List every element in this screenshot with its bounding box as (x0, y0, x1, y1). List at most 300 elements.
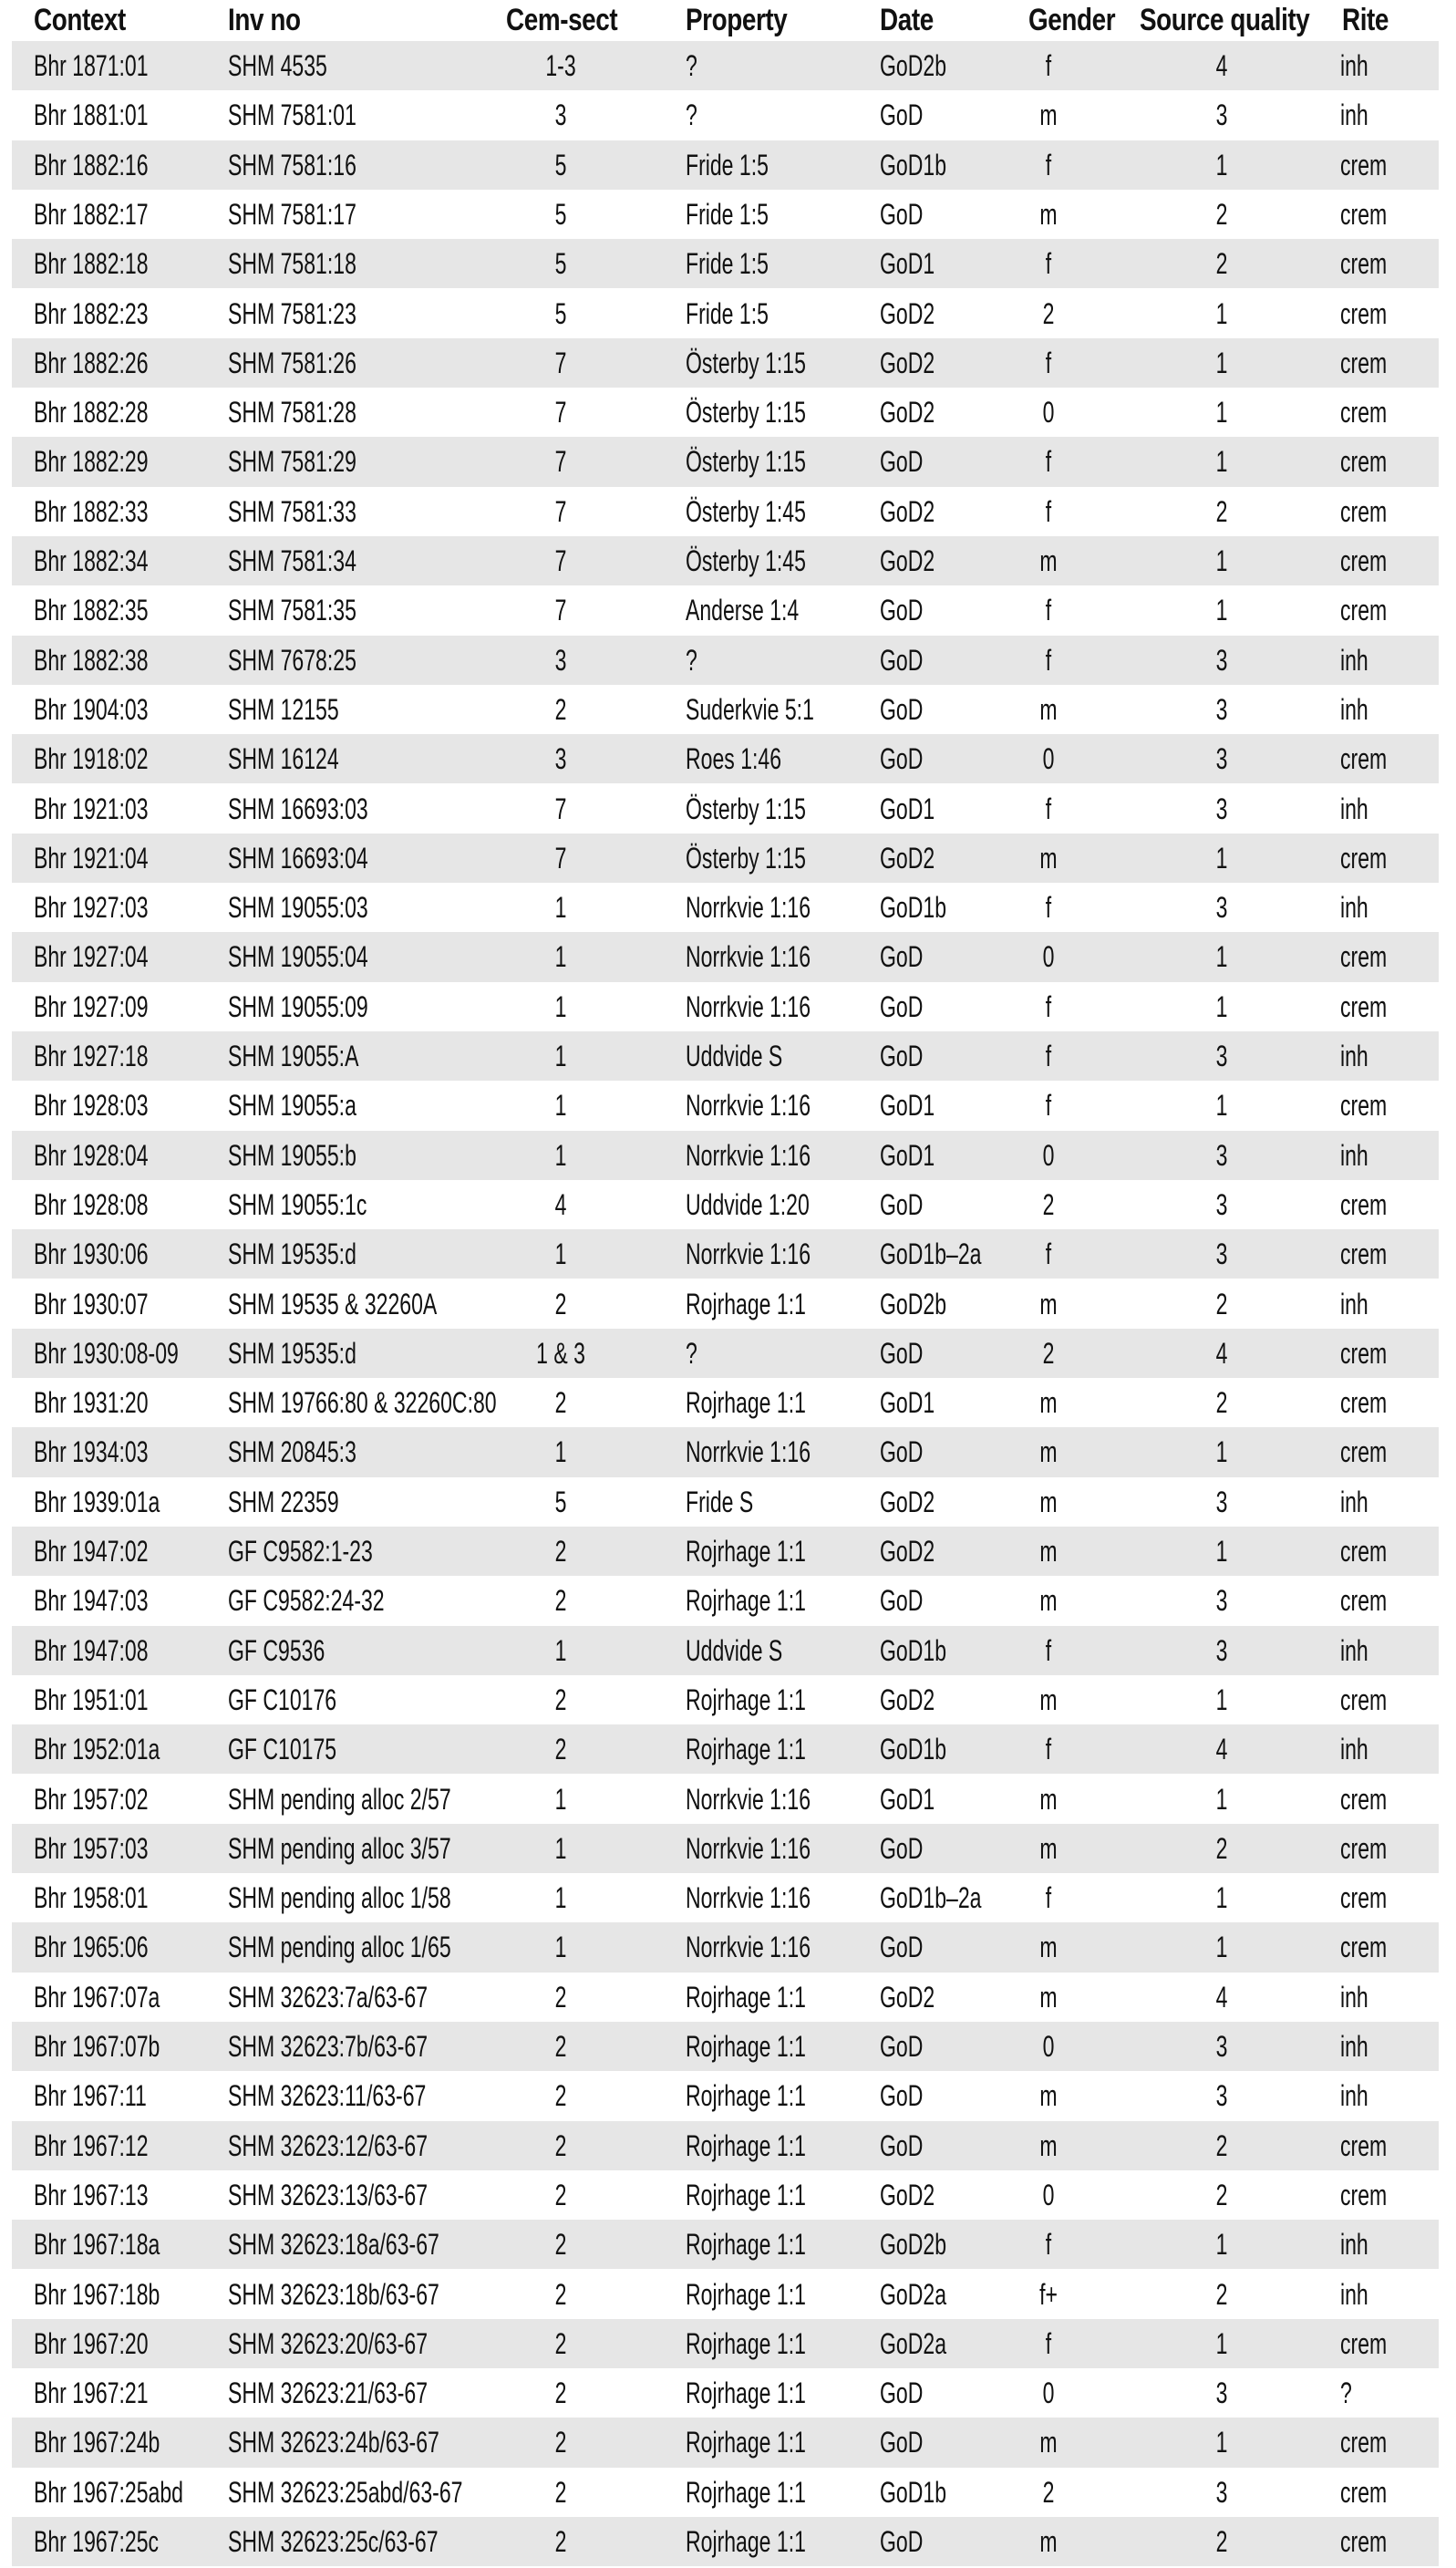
cell-source-quality: 3 (1215, 1138, 1228, 1172)
cell-context: Bhr 1928:08 (34, 1187, 149, 1221)
cell-source-quality: 1 (1215, 594, 1228, 627)
cell-property: Österby 1:15 (686, 396, 806, 430)
cell-date: GoD1b (880, 1633, 947, 1667)
cell-inv-no: SHM 16693:03 (228, 792, 368, 825)
cell-inv-no: SHM 19055:A (228, 1040, 359, 1072)
cell-inv-no: SHM 22359 (228, 1485, 339, 1518)
cell-rite: inh (1340, 1485, 1368, 1518)
cell-property: Norrkvie 1:16 (686, 891, 811, 925)
cell-source-quality: 3 (1215, 2079, 1228, 2113)
cell-gender: f (1045, 2228, 1052, 2262)
cell-gender: f (1045, 792, 1052, 825)
cell-rite: inh (1340, 792, 1368, 825)
cell-cem-sect: 7 (554, 346, 567, 379)
cell-date: GoD1 (880, 1782, 935, 1816)
cell-date: GoD2 (880, 296, 935, 330)
cell-cem-sect: 7 (554, 594, 567, 627)
cell-cem-sect: 2 (554, 1535, 567, 1568)
cell-inv-no: SHM 19535 & 32260A (228, 1287, 438, 1320)
cell-rite: crem (1340, 296, 1388, 330)
table-row (12, 1527, 1439, 1576)
cell-inv-no: GF C10176 (228, 1683, 337, 1716)
cell-cem-sect: 1 (554, 1881, 567, 1915)
cell-context: Bhr 1967:18a (34, 2228, 160, 2262)
cell-inv-no: GF C9582:1-23 (228, 1535, 373, 1568)
cell-cem-sect: 1 & 3 (536, 1336, 585, 1370)
cell-property: Österby 1:15 (686, 841, 806, 875)
cell-property: ? (686, 98, 697, 132)
cell-source-quality: 1 (1215, 1435, 1228, 1469)
cell-date: GoD (880, 1831, 924, 1865)
cell-rite: crem (1340, 1782, 1388, 1816)
cell-date: GoD1 (880, 1386, 935, 1420)
cell-source-quality: 3 (1215, 1187, 1228, 1221)
cell-context: Bhr 1952:01a (34, 1733, 160, 1766)
cell-property: Norrkvie 1:16 (686, 989, 811, 1023)
table-row (12, 1180, 1439, 1229)
cell-cem-sect: 1-3 (545, 49, 576, 82)
cell-date: GoD1 (880, 1089, 935, 1123)
cell-gender: f (1045, 1881, 1052, 1915)
cell-cem-sect: 5 (554, 247, 567, 281)
cell-context: Bhr 1882:17 (34, 197, 149, 231)
cell-gender: f (1045, 1633, 1052, 1667)
cell-cem-sect: 2 (554, 2426, 567, 2459)
cell-context: Bhr 1947:08 (34, 1633, 149, 1667)
cell-property: Fride 1:5 (686, 296, 769, 330)
cell-source-quality: 2 (1215, 247, 1228, 281)
cell-property: Österby 1:15 (686, 792, 806, 825)
cell-cem-sect: 2 (554, 1683, 567, 1716)
cell-property: Rojrhage 1:1 (686, 1683, 806, 1716)
cell-cem-sect: 2 (554, 2277, 567, 2311)
cell-inv-no: SHM 16124 (228, 742, 339, 776)
cell-context: Bhr 1927:04 (34, 940, 149, 974)
cell-date: GoD (880, 2376, 924, 2410)
cell-inv-no: SHM 7581:18 (228, 247, 356, 281)
cell-inv-no: SHM 20845:3 (228, 1435, 356, 1469)
table-row (12, 1576, 1439, 1625)
cell-rite: inh (1340, 1633, 1368, 1667)
cell-inv-no: SHM 7581:33 (228, 494, 356, 528)
cell-context: Bhr 1927:03 (34, 891, 149, 925)
table-row (12, 1131, 1439, 1180)
cell-source-quality: 4 (1215, 1336, 1228, 1370)
cell-property: Norrkvie 1:16 (686, 1831, 811, 1865)
cell-date: GoD (880, 1040, 924, 1072)
cell-rite: inh (1340, 1980, 1368, 2014)
table-row (12, 1031, 1439, 1081)
cell-property: Rojrhage 1:1 (686, 1287, 806, 1320)
cell-cem-sect: 1 (554, 1237, 567, 1271)
cell-inv-no: SHM 32623:7b/63-67 (228, 2030, 429, 2063)
cell-cem-sect: 2 (554, 1733, 567, 1766)
cell-source-quality: 2 (1215, 1287, 1228, 1320)
cell-source-quality: 3 (1215, 643, 1228, 677)
cell-rite: inh (1340, 1040, 1368, 1072)
table-header-row (0, 0, 1456, 41)
cell-property: Rojrhage 1:1 (686, 2326, 806, 2360)
cell-property: Roes 1:46 (686, 742, 782, 776)
cell-gender: m (1039, 98, 1058, 132)
table-row (12, 239, 1439, 288)
cell-gender: m (1039, 1980, 1058, 2014)
cell-property: Rojrhage 1:1 (686, 1386, 806, 1420)
cell-rite: inh (1340, 2228, 1368, 2262)
cell-rite: crem (1340, 1435, 1388, 1469)
cell-date: GoD2 (880, 1980, 935, 2014)
cell-inv-no: SHM 7581:16 (228, 148, 356, 181)
cell-source-quality: 3 (1215, 2030, 1228, 2063)
cell-cem-sect: 1 (554, 1138, 567, 1172)
table-row (12, 1229, 1439, 1279)
cell-gender: m (1039, 1386, 1058, 1420)
cell-context: Bhr 1871:01 (34, 49, 149, 82)
cell-rite: crem (1340, 989, 1388, 1023)
cell-cem-sect: 2 (554, 1287, 567, 1320)
cell-gender: f (1045, 445, 1052, 479)
cell-gender: f (1045, 247, 1052, 281)
cell-source-quality: 4 (1215, 1733, 1228, 1766)
cell-context: Bhr 1967:13 (34, 2178, 149, 2211)
cell-cem-sect: 2 (554, 2079, 567, 2113)
cell-inv-no: SHM 32623:18b/63-67 (228, 2277, 439, 2311)
cell-property: ? (686, 1336, 697, 1370)
cell-inv-no: SHM 32623:25c/63-67 (228, 2525, 439, 2558)
cell-gender: m (1039, 1683, 1058, 1716)
cell-source-quality: 4 (1215, 1980, 1228, 2014)
cell-date: GoD2 (880, 346, 935, 379)
cell-property: Österby 1:45 (686, 544, 806, 577)
cell-rite: crem (1340, 544, 1388, 577)
cell-gender: 0 (1042, 940, 1055, 974)
table-row (12, 1427, 1439, 1476)
table-row (12, 2270, 1439, 2319)
cell-source-quality: 3 (1215, 1040, 1228, 1072)
cell-gender: 0 (1042, 2030, 1055, 2063)
cell-cem-sect: 2 (554, 2178, 567, 2211)
cell-cem-sect: 2 (554, 1980, 567, 2014)
cell-source-quality: 3 (1215, 891, 1228, 925)
cell-cem-sect: 2 (554, 1386, 567, 1420)
table-row (12, 1775, 1439, 1824)
cell-cem-sect: 7 (554, 792, 567, 825)
cell-property: Norrkvie 1:16 (686, 1237, 811, 1271)
cell-rite: ? (1340, 2376, 1352, 2410)
cell-context: Bhr 1882:16 (34, 148, 149, 181)
cell-source-quality: 1 (1215, 1089, 1228, 1123)
cell-rite: crem (1340, 1535, 1388, 1568)
table-row (12, 1279, 1439, 1329)
cell-gender: 0 (1042, 2376, 1055, 2410)
cell-rite: crem (1340, 1237, 1388, 1271)
table-row (12, 140, 1439, 190)
table-row (12, 734, 1439, 783)
cell-rite: inh (1340, 2277, 1368, 2311)
cell-source-quality: 2 (1215, 1386, 1228, 1420)
cell-source-quality: 3 (1215, 1633, 1228, 1667)
header-rite: Rite (1342, 3, 1389, 37)
cell-inv-no: SHM 19055:1c (228, 1187, 367, 1221)
cell-source-quality: 3 (1215, 792, 1228, 825)
cell-date: GoD2 (880, 1535, 935, 1568)
cell-rite: crem (1340, 197, 1388, 231)
cell-cem-sect: 1 (554, 940, 567, 974)
cell-gender: f (1045, 1040, 1052, 1072)
cell-inv-no: SHM 32623:7a/63-67 (228, 1980, 429, 2014)
table-row (12, 388, 1439, 437)
cell-source-quality: 2 (1215, 2178, 1228, 2211)
cell-cem-sect: 2 (554, 2128, 567, 2162)
table-row (12, 1824, 1439, 1873)
cell-rite: crem (1340, 594, 1388, 627)
table-row (12, 1922, 1439, 1972)
table-row (12, 685, 1439, 734)
cell-rite: crem (1340, 396, 1388, 430)
cell-date: GoD (880, 643, 924, 677)
cell-date: GoD (880, 940, 924, 974)
cell-source-quality: 1 (1215, 346, 1228, 379)
cell-date: GoD1 (880, 247, 935, 281)
cell-source-quality: 2 (1215, 1831, 1228, 1865)
cell-gender: f (1045, 1089, 1052, 1123)
cell-rite: crem (1340, 1386, 1388, 1420)
cell-source-quality: 2 (1215, 494, 1228, 528)
cell-date: GoD2b (880, 2228, 947, 2262)
cell-context: Bhr 1967:18b (34, 2277, 160, 2311)
cell-gender: f (1045, 494, 1052, 528)
cell-context: Bhr 1918:02 (34, 742, 149, 776)
cell-inv-no: SHM 19055:04 (228, 940, 368, 974)
cell-context: Bhr 1928:03 (34, 1089, 149, 1123)
cell-date: GoD1b (880, 2475, 947, 2509)
cell-gender: m (1039, 1287, 1058, 1320)
cell-cem-sect: 7 (554, 494, 567, 528)
cell-property: Rojrhage 1:1 (686, 2426, 806, 2459)
cell-rite: crem (1340, 1683, 1388, 1716)
cell-property: Rojrhage 1:1 (686, 1980, 806, 2014)
cell-rite: inh (1340, 98, 1368, 132)
cell-property: Anderse 1:4 (686, 594, 800, 627)
cell-rite: crem (1340, 148, 1388, 181)
cell-inv-no: SHM 32623:24b/63-67 (228, 2426, 439, 2459)
cell-inv-no: SHM pending alloc 1/65 (228, 1931, 451, 1964)
cell-date: GoD (880, 2426, 924, 2459)
cell-gender: f+ (1039, 2277, 1058, 2311)
cell-source-quality: 1 (1215, 544, 1228, 577)
cell-gender: 0 (1042, 396, 1055, 430)
cell-property: Rojrhage 1:1 (686, 2228, 806, 2262)
header-gender: Gender (1028, 3, 1116, 37)
cell-inv-no: SHM 7581:23 (228, 296, 356, 330)
cell-cem-sect: 1 (554, 891, 567, 925)
cell-rite: crem (1340, 247, 1388, 281)
cell-context: Bhr 1881:01 (34, 98, 149, 132)
table-row (12, 784, 1439, 834)
cell-gender: m (1039, 841, 1058, 875)
cell-rite: crem (1340, 940, 1388, 974)
cell-inv-no: SHM pending alloc 3/57 (228, 1831, 451, 1865)
cell-rite: crem (1340, 1931, 1388, 1964)
cell-property: Norrkvie 1:16 (686, 1931, 811, 1964)
cell-context: Bhr 1957:02 (34, 1782, 149, 1816)
cell-context: Bhr 1882:35 (34, 594, 149, 627)
table-row (12, 1081, 1439, 1130)
cell-cem-sect: 2 (554, 2376, 567, 2410)
cell-rite: crem (1340, 1584, 1388, 1618)
cell-cem-sect: 2 (554, 2326, 567, 2360)
cell-context: Bhr 1947:03 (34, 1584, 149, 1618)
cell-cem-sect: 3 (554, 98, 567, 132)
table-row (12, 1675, 1439, 1724)
cell-property: Norrkvie 1:16 (686, 1138, 811, 1172)
cell-context: Bhr 1967:25c (34, 2525, 160, 2558)
cell-cem-sect: 1 (554, 1089, 567, 1123)
table-row (12, 2220, 1439, 2269)
cell-source-quality: 3 (1215, 1485, 1228, 1518)
cell-cem-sect: 1 (554, 989, 567, 1023)
cell-cem-sect: 7 (554, 445, 567, 479)
cell-source-quality: 2 (1215, 2128, 1228, 2162)
cell-cem-sect: 1 (554, 1782, 567, 1816)
cell-gender: m (1039, 2426, 1058, 2459)
cell-context: Bhr 1967:21 (34, 2376, 149, 2410)
table-row (12, 289, 1439, 338)
cell-inv-no: SHM 19535:d (228, 1336, 356, 1370)
cell-rite: crem (1340, 742, 1388, 776)
cell-gender: m (1039, 692, 1058, 726)
cell-source-quality: 2 (1215, 197, 1228, 231)
cell-property: Österby 1:15 (686, 346, 806, 379)
cell-context: Bhr 1958:01 (34, 1881, 149, 1915)
cell-date: GoD1b (880, 1733, 947, 1766)
cell-gender: f (1045, 643, 1052, 677)
cell-inv-no: SHM 32623:21/63-67 (228, 2376, 429, 2410)
cell-date: GoD2b (880, 1287, 947, 1320)
cell-date: GoD (880, 594, 924, 627)
cell-gender: m (1039, 1435, 1058, 1469)
cell-gender: m (1039, 544, 1058, 577)
cell-context: Bhr 1967:11 (34, 2079, 147, 2113)
cell-inv-no: SHM 32623:18a/63-67 (228, 2228, 439, 2262)
cell-rite: inh (1340, 643, 1368, 677)
table-row (12, 1724, 1439, 1774)
cell-cem-sect: 1 (554, 1931, 567, 1964)
cell-property: Suderkvie 5:1 (686, 692, 814, 726)
cell-property: Rojrhage 1:1 (686, 2079, 806, 2113)
cell-gender: m (1039, 197, 1058, 231)
cell-inv-no: SHM 32623:11/63-67 (228, 2079, 427, 2113)
cell-source-quality: 3 (1215, 2376, 1228, 2410)
cell-source-quality: 1 (1215, 989, 1228, 1023)
cell-source-quality: 1 (1215, 940, 1228, 974)
table-row (12, 2170, 1439, 2220)
cell-date: GoD1b (880, 891, 947, 925)
cell-source-quality: 1 (1215, 1931, 1228, 1964)
cell-source-quality: 3 (1215, 2475, 1228, 2509)
cell-cem-sect: 7 (554, 841, 567, 875)
cell-source-quality: 3 (1215, 742, 1228, 776)
table-row (12, 2121, 1439, 2170)
cell-source-quality: 3 (1215, 98, 1228, 132)
header-context: Context (34, 3, 126, 37)
cell-cem-sect: 1 (554, 1831, 567, 1865)
cell-context: Bhr 1965:06 (34, 1931, 149, 1964)
table-row (12, 1329, 1439, 1378)
cell-source-quality: 1 (1215, 445, 1228, 479)
cell-rite: inh (1340, 2030, 1368, 2063)
cell-source-quality: 1 (1215, 2228, 1228, 2262)
cell-date: GoD2a (880, 2326, 947, 2360)
cell-context: Bhr 1967:07b (34, 2030, 160, 2063)
cell-rite: crem (1340, 2525, 1388, 2558)
cell-source-quality: 1 (1215, 296, 1228, 330)
cell-date: GoD2 (880, 544, 935, 577)
cell-rite: crem (1340, 346, 1388, 379)
cell-property: Fride S (686, 1485, 754, 1518)
cell-inv-no: SHM 7581:29 (228, 445, 356, 479)
cell-inv-no: SHM pending alloc 2/57 (228, 1782, 451, 1816)
cell-source-quality: 1 (1215, 2426, 1228, 2459)
table-row (12, 2468, 1439, 2517)
cell-property: Norrkvie 1:16 (686, 1089, 811, 1123)
cell-date: GoD2 (880, 2178, 935, 2211)
cell-source-quality: 1 (1215, 1683, 1228, 1716)
cell-cem-sect: 1 (554, 1633, 567, 1667)
cell-source-quality: 2 (1215, 2525, 1228, 2558)
cell-inv-no: SHM 32623:25abd/63-67 (228, 2475, 463, 2509)
cell-source-quality: 3 (1215, 1237, 1228, 1271)
cell-context: Bhr 1928:04 (34, 1138, 149, 1172)
cell-property: Österby 1:15 (686, 445, 806, 479)
cell-gender: f (1045, 1237, 1052, 1271)
cell-gender: f (1045, 989, 1052, 1023)
cell-gender: m (1039, 2079, 1058, 2113)
cell-date: GoD2 (880, 841, 935, 875)
cell-date: GoD2 (880, 1485, 935, 1518)
table-row (12, 338, 1439, 388)
table-row (12, 487, 1439, 536)
cell-context: Bhr 1947:02 (34, 1535, 149, 1568)
cell-date: GoD (880, 989, 924, 1023)
cell-source-quality: 4 (1215, 49, 1228, 82)
cell-gender: f (1045, 594, 1052, 627)
cell-date: GoD1 (880, 792, 935, 825)
cell-inv-no: SHM 7581:35 (228, 594, 356, 627)
table-row (12, 41, 1439, 90)
cell-gender: m (1039, 1584, 1058, 1618)
cell-rite: inh (1340, 1287, 1368, 1320)
cell-context: Bhr 1934:03 (34, 1435, 149, 1469)
cell-cem-sect: 2 (554, 2525, 567, 2558)
cell-context: Bhr 1882:33 (34, 494, 149, 528)
table-row (12, 982, 1439, 1031)
cell-cem-sect: 3 (554, 643, 567, 677)
cell-rite: crem (1340, 1187, 1388, 1221)
cell-rite: crem (1340, 2128, 1388, 2162)
table-row (12, 585, 1439, 635)
cell-cem-sect: 2 (554, 692, 567, 726)
cell-property: Uddvide 1:20 (686, 1187, 810, 1221)
cell-date: GoD (880, 2079, 924, 2113)
table-row (12, 932, 1439, 981)
cell-context: Bhr 1882:23 (34, 296, 149, 330)
cell-property: Fride 1:5 (686, 148, 769, 181)
cell-inv-no: SHM 19055:b (228, 1138, 356, 1172)
cell-context: Bhr 1921:04 (34, 841, 149, 875)
cell-property: Österby 1:45 (686, 494, 806, 528)
cell-gender: m (1039, 2128, 1058, 2162)
